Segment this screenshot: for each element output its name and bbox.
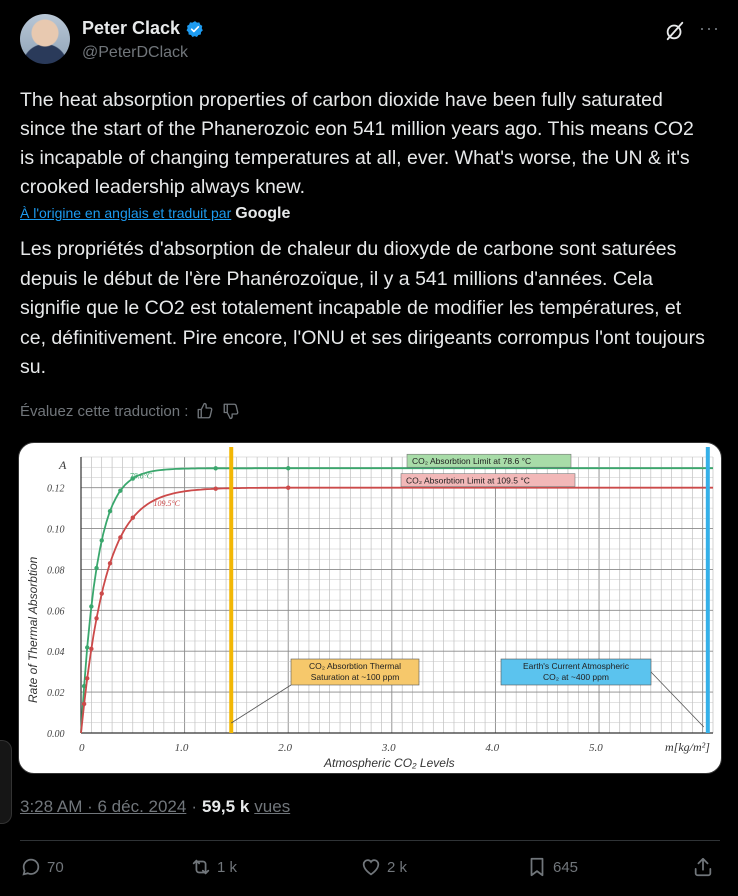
y-tick-label: 0.04 bbox=[47, 647, 65, 659]
data-point bbox=[94, 566, 98, 570]
chart-image[interactable] bbox=[18, 442, 722, 774]
limit-label: CO₂ Absorbtion Limit at 78.6 °C bbox=[412, 456, 532, 467]
thumbs-up-icon[interactable] bbox=[196, 402, 214, 420]
bookmark-icon bbox=[526, 856, 548, 878]
co2-absorption-chart bbox=[19, 443, 722, 774]
y-tick-label: 0.08 bbox=[47, 565, 65, 577]
translated-text: Les propriétés d'absorption de chaleur du dioxyde de carbone sont saturées depuis le début de l'ère Phanérozoïque, il y a 541 millions d'années. Cela signifie que le CO2 est totalement incapable de modifier les températures, et ce, définitivement. Pire encore, l'ONU et ses dirigeants corrompus l'ont toujours su. bbox=[20, 238, 705, 378]
data-point bbox=[89, 604, 93, 608]
x-axis-end-label: m[kg/m²] bbox=[665, 740, 710, 754]
action-bar bbox=[20, 856, 720, 886]
reply-button[interactable] bbox=[20, 856, 64, 878]
repost-button[interactable] bbox=[190, 856, 237, 878]
x-axis-title: Atmospheric CO₂ Levels bbox=[324, 756, 455, 770]
x-tick-label: 4.0 bbox=[485, 742, 500, 754]
rate-translation-label: Évaluez cette traduction : bbox=[20, 402, 189, 420]
data-point bbox=[85, 645, 89, 649]
data-point bbox=[213, 466, 217, 470]
data-point bbox=[89, 647, 93, 651]
data-point bbox=[82, 702, 86, 706]
repost-icon bbox=[190, 856, 212, 878]
handle[interactable]: @PeterDClack bbox=[82, 44, 189, 61]
views-label[interactable]: vues bbox=[254, 797, 291, 816]
data-point bbox=[85, 676, 89, 680]
x-tick-label: 1.0 bbox=[174, 742, 189, 754]
x-tick-label: 3.0 bbox=[381, 742, 396, 754]
translation-notice-link[interactable]: À l'origine en anglais et traduit par bbox=[20, 205, 232, 221]
y-tick-label: 0.06 bbox=[47, 606, 65, 618]
share-button[interactable] bbox=[692, 856, 714, 878]
data-point bbox=[108, 561, 112, 565]
data-point bbox=[286, 466, 290, 470]
data-point bbox=[131, 516, 135, 520]
x-tick-label: 0 bbox=[79, 742, 85, 754]
thumbs-down-icon[interactable] bbox=[222, 402, 240, 420]
y-tick-label: 0.02 bbox=[47, 688, 65, 700]
series-name-label: 109.5°C bbox=[153, 498, 180, 508]
divider bbox=[20, 840, 720, 841]
data-point bbox=[118, 488, 122, 492]
rate-translation bbox=[20, 402, 240, 420]
annotation-text: CO₂ at ~400 ppm bbox=[543, 672, 609, 682]
annotation-text: Earth's Current Atmospheric bbox=[522, 661, 630, 671]
avatar[interactable] bbox=[20, 14, 70, 64]
series-name-label: 78.6°C bbox=[129, 471, 153, 481]
y-axis-title: Rate of Thermal Absorbtion bbox=[26, 556, 40, 703]
author-name-row bbox=[82, 18, 204, 39]
tweet-text: The heat absorption properties of carbon dioxide have been fully saturated since the start of the Phanerozoic eon 541 million years ago. This means CO2 is incapable of changing temperatures at all, ever. What's worse, the UN & it's crooked leadership always knew. bbox=[20, 89, 694, 198]
more-options-icon[interactable]: ··· bbox=[699, 18, 720, 38]
share-icon bbox=[692, 856, 714, 878]
y-tick-label: 0.12 bbox=[47, 483, 65, 495]
data-point bbox=[286, 486, 290, 490]
x-tick-label: 5.0 bbox=[589, 742, 603, 754]
translation-notice bbox=[20, 205, 290, 223]
like-button[interactable] bbox=[360, 856, 407, 878]
data-point bbox=[108, 509, 112, 513]
reply-icon bbox=[20, 856, 42, 878]
side-drawer-handle[interactable] bbox=[0, 740, 12, 824]
bookmark-button[interactable] bbox=[526, 856, 578, 878]
meta-separator: · bbox=[191, 797, 198, 816]
repost-count: 1 k bbox=[217, 858, 238, 876]
annotation-text: CO₂ Absorbtion Thermal bbox=[309, 661, 401, 671]
like-count: 2 k bbox=[387, 858, 408, 876]
y-axis-top-label: A bbox=[59, 458, 67, 472]
reply-count: 70 bbox=[47, 858, 64, 876]
heart-icon bbox=[360, 856, 382, 878]
data-point bbox=[118, 535, 122, 539]
annotation-text: Saturation at ~100 ppm bbox=[310, 672, 400, 682]
y-tick-label: 0.00 bbox=[47, 729, 65, 740]
display-name[interactable]: Peter Clack bbox=[82, 18, 181, 38]
google-logo: Google bbox=[235, 205, 291, 222]
tweet-header bbox=[20, 14, 720, 70]
data-point bbox=[100, 591, 104, 595]
y-tick-label: 0.10 bbox=[47, 524, 65, 536]
timestamp[interactable]: 3:28 AM · 6 déc. 2024 bbox=[20, 797, 187, 816]
views-count: 59,5 k bbox=[202, 797, 250, 816]
limit-label: CO₂ Absorbtion Limit at 109.5 °C bbox=[406, 475, 530, 486]
annotation-pointer bbox=[651, 672, 704, 727]
annotation-pointer bbox=[231, 685, 291, 723]
data-point bbox=[94, 616, 98, 620]
verified-badge-icon bbox=[186, 20, 204, 38]
x-tick-label: 2.0 bbox=[278, 742, 292, 754]
bookmark-count: 645 bbox=[553, 858, 579, 876]
data-point bbox=[100, 538, 104, 542]
grok-icon[interactable] bbox=[664, 20, 686, 42]
data-point bbox=[213, 487, 217, 491]
tweet-meta bbox=[20, 797, 290, 817]
